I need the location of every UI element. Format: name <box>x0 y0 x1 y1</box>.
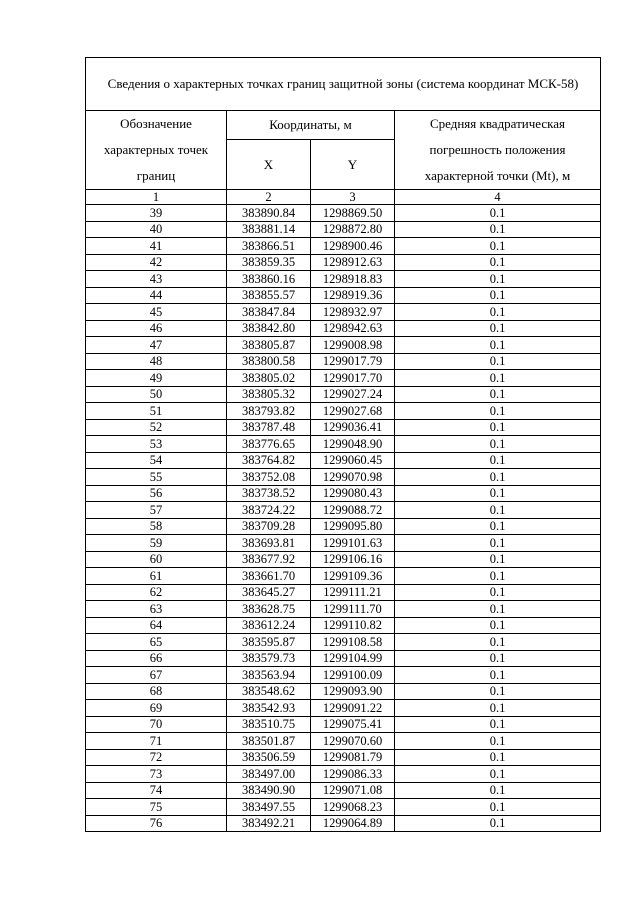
title-row <box>86 58 601 111</box>
x-coordinate-cell: 383752.08 <box>227 469 311 486</box>
x-coordinate-cell: 383724.22 <box>227 502 311 519</box>
column-number: 2 <box>227 190 311 205</box>
point-number-cell: 47 <box>86 337 227 354</box>
y-coordinate-cell: 1299017.79 <box>311 353 395 370</box>
table-row <box>86 766 601 783</box>
point-number-cell: 43 <box>86 271 227 288</box>
header-row-1 <box>86 111 601 140</box>
accuracy-cell: 0.1 <box>395 601 601 618</box>
y-coordinate-cell: 1299071.08 <box>311 782 395 799</box>
y-coordinate-cell: 1299108.58 <box>311 634 395 651</box>
x-coordinate-cell: 383805.32 <box>227 386 311 403</box>
point-number-cell: 42 <box>86 254 227 271</box>
header-point-designation: Обозначение характерных точек границ <box>86 111 227 190</box>
y-coordinate-cell: 1299036.41 <box>311 419 395 436</box>
table-row <box>86 337 601 354</box>
point-number-cell: 46 <box>86 320 227 337</box>
x-coordinate-cell: 383501.87 <box>227 733 311 750</box>
table-row <box>86 683 601 700</box>
point-number-cell: 62 <box>86 584 227 601</box>
point-number-cell: 52 <box>86 419 227 436</box>
table-row <box>86 799 601 816</box>
point-number-cell: 66 <box>86 650 227 667</box>
point-number-cell: 65 <box>86 634 227 651</box>
table-row <box>86 370 601 387</box>
point-number-cell: 49 <box>86 370 227 387</box>
y-coordinate-cell: 1299100.09 <box>311 667 395 684</box>
y-coordinate-cell: 1299027.24 <box>311 386 395 403</box>
y-coordinate-cell: 1299017.70 <box>311 370 395 387</box>
table-row <box>86 221 601 238</box>
header-coordinates: Координаты, м <box>227 111 395 140</box>
y-coordinate-cell: 1298912.63 <box>311 254 395 271</box>
table-row <box>86 238 601 255</box>
table-row <box>86 205 601 222</box>
accuracy-cell: 0.1 <box>395 353 601 370</box>
x-coordinate-cell: 383645.27 <box>227 584 311 601</box>
x-coordinate-cell: 383890.84 <box>227 205 311 222</box>
y-coordinate-cell: 1298919.36 <box>311 287 395 304</box>
y-coordinate-cell: 1299008.98 <box>311 337 395 354</box>
x-coordinate-cell: 383497.55 <box>227 799 311 816</box>
y-coordinate-cell: 1299068.23 <box>311 799 395 816</box>
point-number-cell: 57 <box>86 502 227 519</box>
x-coordinate-cell: 383860.16 <box>227 271 311 288</box>
point-number-cell: 51 <box>86 403 227 420</box>
y-coordinate-cell: 1299091.22 <box>311 700 395 717</box>
y-coordinate-cell: 1299048.90 <box>311 436 395 453</box>
y-coordinate-cell: 1298918.83 <box>311 271 395 288</box>
table-row <box>86 518 601 535</box>
x-coordinate-cell: 383506.59 <box>227 749 311 766</box>
point-number-cell: 60 <box>86 551 227 568</box>
table-row <box>86 667 601 684</box>
point-number-cell: 73 <box>86 766 227 783</box>
table-row <box>86 700 601 717</box>
point-number-cell: 54 <box>86 452 227 469</box>
x-coordinate-cell: 383764.82 <box>227 452 311 469</box>
table-row <box>86 304 601 321</box>
x-coordinate-cell: 383805.02 <box>227 370 311 387</box>
x-coordinate-cell: 383490.90 <box>227 782 311 799</box>
column-number: 1 <box>86 190 227 205</box>
accuracy-cell: 0.1 <box>395 370 601 387</box>
x-coordinate-cell: 383612.24 <box>227 617 311 634</box>
point-number-cell: 76 <box>86 815 227 832</box>
y-coordinate-cell: 1298872.80 <box>311 221 395 238</box>
table-row <box>86 485 601 502</box>
x-coordinate-cell: 383542.93 <box>227 700 311 717</box>
point-number-cell: 63 <box>86 601 227 618</box>
x-coordinate-cell: 383793.82 <box>227 403 311 420</box>
point-number-cell: 48 <box>86 353 227 370</box>
point-number-cell: 53 <box>86 436 227 453</box>
y-coordinate-cell: 1299086.33 <box>311 766 395 783</box>
table-row <box>86 716 601 733</box>
table-row <box>86 617 601 634</box>
accuracy-cell: 0.1 <box>395 403 601 420</box>
column-number: 3 <box>311 190 395 205</box>
accuracy-cell: 0.1 <box>395 419 601 436</box>
x-coordinate-cell: 383866.51 <box>227 238 311 255</box>
accuracy-cell: 0.1 <box>395 617 601 634</box>
x-coordinate-cell: 383497.00 <box>227 766 311 783</box>
point-number-cell: 40 <box>86 221 227 238</box>
x-coordinate-cell: 383881.14 <box>227 221 311 238</box>
accuracy-cell: 0.1 <box>395 287 601 304</box>
column-number: 4 <box>395 190 601 205</box>
y-coordinate-cell: 1299070.98 <box>311 469 395 486</box>
accuracy-cell: 0.1 <box>395 782 601 799</box>
accuracy-cell: 0.1 <box>395 815 601 832</box>
x-coordinate-cell: 383787.48 <box>227 419 311 436</box>
y-coordinate-cell: 1298900.46 <box>311 238 395 255</box>
table-row <box>86 469 601 486</box>
accuracy-cell: 0.1 <box>395 551 601 568</box>
point-number-cell: 58 <box>86 518 227 535</box>
accuracy-cell: 0.1 <box>395 502 601 519</box>
table-row <box>86 320 601 337</box>
x-coordinate-cell: 383842.80 <box>227 320 311 337</box>
header-x: X <box>227 140 311 190</box>
x-coordinate-cell: 383855.57 <box>227 287 311 304</box>
accuracy-cell: 0.1 <box>395 700 601 717</box>
table-row <box>86 403 601 420</box>
table-row <box>86 551 601 568</box>
point-number-cell: 71 <box>86 733 227 750</box>
table-row <box>86 535 601 552</box>
y-coordinate-cell: 1298932.97 <box>311 304 395 321</box>
accuracy-cell: 0.1 <box>395 386 601 403</box>
table-row <box>86 568 601 585</box>
y-coordinate-cell: 1299060.45 <box>311 452 395 469</box>
x-coordinate-cell: 383709.28 <box>227 518 311 535</box>
y-coordinate-cell: 1299027.68 <box>311 403 395 420</box>
y-coordinate-cell: 1299109.36 <box>311 568 395 585</box>
table-row <box>86 436 601 453</box>
point-number-cell: 68 <box>86 683 227 700</box>
accuracy-cell: 0.1 <box>395 535 601 552</box>
accuracy-cell: 0.1 <box>395 766 601 783</box>
point-number-cell: 64 <box>86 617 227 634</box>
x-coordinate-cell: 383776.65 <box>227 436 311 453</box>
coordinates-table <box>85 57 601 832</box>
x-coordinate-cell: 383595.87 <box>227 634 311 651</box>
x-coordinate-cell: 383510.75 <box>227 716 311 733</box>
point-number-cell: 41 <box>86 238 227 255</box>
x-coordinate-cell: 383661.70 <box>227 568 311 585</box>
table-row <box>86 271 601 288</box>
accuracy-cell: 0.1 <box>395 436 601 453</box>
accuracy-cell: 0.1 <box>395 733 601 750</box>
table-row <box>86 782 601 799</box>
accuracy-cell: 0.1 <box>395 716 601 733</box>
accuracy-cell: 0.1 <box>395 749 601 766</box>
y-coordinate-cell: 1299081.79 <box>311 749 395 766</box>
y-coordinate-cell: 1299106.16 <box>311 551 395 568</box>
table-row <box>86 386 601 403</box>
accuracy-cell: 0.1 <box>395 634 601 651</box>
y-coordinate-cell: 1299093.90 <box>311 683 395 700</box>
table-row <box>86 601 601 618</box>
point-number-cell: 74 <box>86 782 227 799</box>
point-number-cell: 45 <box>86 304 227 321</box>
table-row <box>86 650 601 667</box>
x-coordinate-cell: 383847.84 <box>227 304 311 321</box>
table-row <box>86 452 601 469</box>
y-coordinate-cell: 1299110.82 <box>311 617 395 634</box>
accuracy-cell: 0.1 <box>395 304 601 321</box>
point-number-cell: 39 <box>86 205 227 222</box>
table-row <box>86 502 601 519</box>
table-row <box>86 733 601 750</box>
x-coordinate-cell: 383800.58 <box>227 353 311 370</box>
accuracy-cell: 0.1 <box>395 254 601 271</box>
point-number-cell: 75 <box>86 799 227 816</box>
accuracy-cell: 0.1 <box>395 221 601 238</box>
point-number-cell: 67 <box>86 667 227 684</box>
accuracy-cell: 0.1 <box>395 799 601 816</box>
y-coordinate-cell: 1299075.41 <box>311 716 395 733</box>
table-row <box>86 634 601 651</box>
x-coordinate-cell: 383677.92 <box>227 551 311 568</box>
y-coordinate-cell: 1299070.60 <box>311 733 395 750</box>
x-coordinate-cell: 383563.94 <box>227 667 311 684</box>
x-coordinate-cell: 383492.21 <box>227 815 311 832</box>
accuracy-cell: 0.1 <box>395 683 601 700</box>
point-number-cell: 55 <box>86 469 227 486</box>
x-coordinate-cell: 383859.35 <box>227 254 311 271</box>
accuracy-cell: 0.1 <box>395 667 601 684</box>
x-coordinate-cell: 383579.73 <box>227 650 311 667</box>
table-row <box>86 815 601 832</box>
table-row <box>86 287 601 304</box>
accuracy-cell: 0.1 <box>395 238 601 255</box>
table-row <box>86 419 601 436</box>
accuracy-cell: 0.1 <box>395 650 601 667</box>
x-coordinate-cell: 383548.62 <box>227 683 311 700</box>
y-coordinate-cell: 1299111.70 <box>311 601 395 618</box>
point-number-cell: 61 <box>86 568 227 585</box>
y-coordinate-cell: 1299080.43 <box>311 485 395 502</box>
y-coordinate-cell: 1299111.21 <box>311 584 395 601</box>
x-coordinate-cell: 383628.75 <box>227 601 311 618</box>
x-coordinate-cell: 383805.87 <box>227 337 311 354</box>
header-accuracy: Средняя квадратическая погрешность положения характерной точки (Mt), м <box>395 111 601 190</box>
y-coordinate-cell: 1299088.72 <box>311 502 395 519</box>
y-coordinate-cell: 1298869.50 <box>311 205 395 222</box>
table-row <box>86 749 601 766</box>
accuracy-cell: 0.1 <box>395 452 601 469</box>
table-row <box>86 254 601 271</box>
point-number-cell: 69 <box>86 700 227 717</box>
table-title: Сведения о характерных точках границ защитной зоны (система координат МСК-58) <box>86 58 601 111</box>
point-number-cell: 50 <box>86 386 227 403</box>
accuracy-cell: 0.1 <box>395 518 601 535</box>
header-y: Y <box>311 140 395 190</box>
table-row <box>86 584 601 601</box>
accuracy-cell: 0.1 <box>395 568 601 585</box>
y-coordinate-cell: 1299104.99 <box>311 650 395 667</box>
point-number-cell: 44 <box>86 287 227 304</box>
x-coordinate-cell: 383738.52 <box>227 485 311 502</box>
accuracy-cell: 0.1 <box>395 320 601 337</box>
column-number-row <box>86 190 601 205</box>
accuracy-cell: 0.1 <box>395 584 601 601</box>
point-number-cell: 70 <box>86 716 227 733</box>
y-coordinate-cell: 1299095.80 <box>311 518 395 535</box>
x-coordinate-cell: 383693.81 <box>227 535 311 552</box>
accuracy-cell: 0.1 <box>395 271 601 288</box>
accuracy-cell: 0.1 <box>395 469 601 486</box>
accuracy-cell: 0.1 <box>395 337 601 354</box>
point-number-cell: 59 <box>86 535 227 552</box>
y-coordinate-cell: 1299101.63 <box>311 535 395 552</box>
table-row <box>86 353 601 370</box>
point-number-cell: 72 <box>86 749 227 766</box>
y-coordinate-cell: 1298942.63 <box>311 320 395 337</box>
y-coordinate-cell: 1299064.89 <box>311 815 395 832</box>
point-number-cell: 56 <box>86 485 227 502</box>
accuracy-cell: 0.1 <box>395 205 601 222</box>
accuracy-cell: 0.1 <box>395 485 601 502</box>
